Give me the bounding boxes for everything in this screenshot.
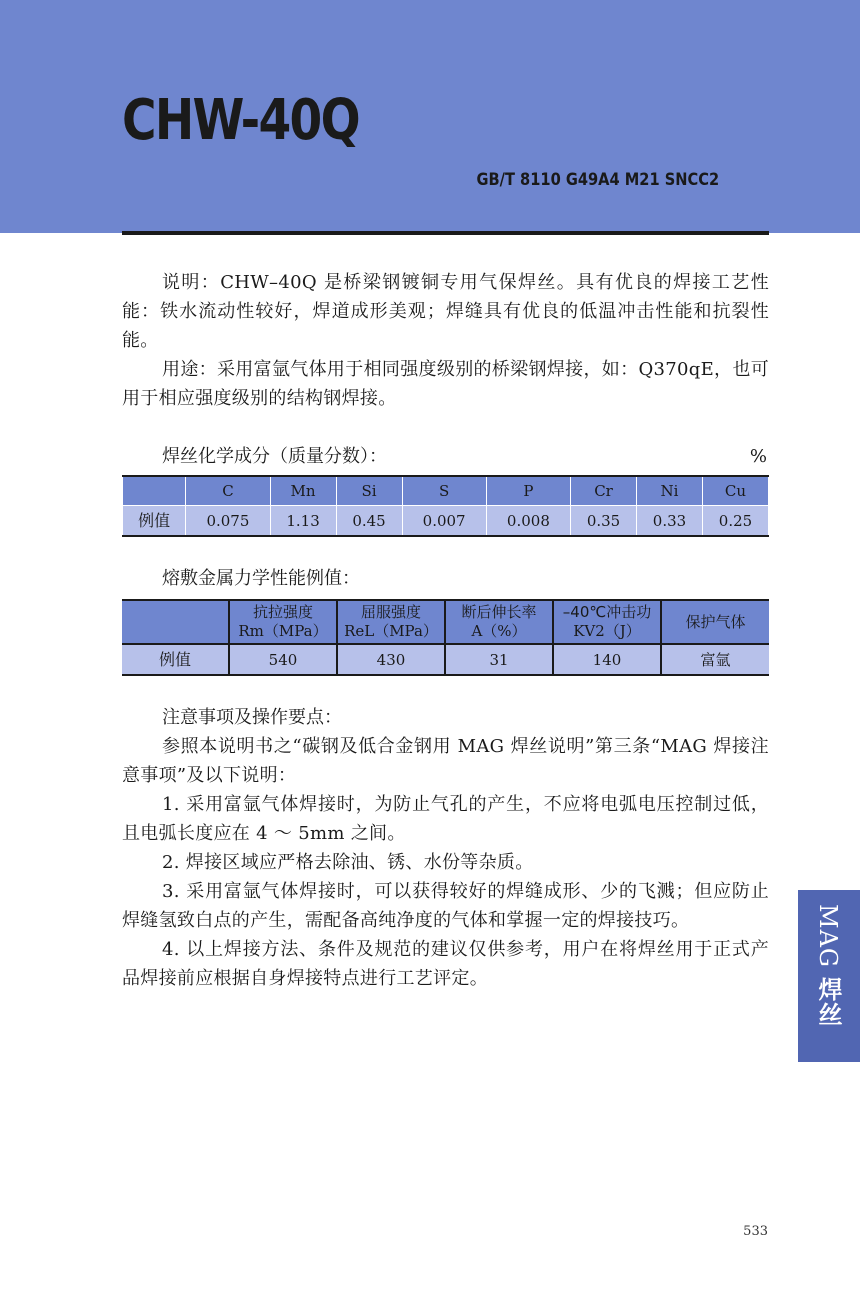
chemical-value-cell: 1.13	[270, 506, 336, 537]
mechanical-header-cell	[445, 600, 553, 644]
chemical-value-cell: 0.25	[702, 506, 768, 537]
chemical-header-cell: Cu	[702, 476, 768, 506]
side-tab-label	[811, 904, 845, 1027]
mechanical-header-cell	[229, 600, 337, 644]
notes-item: 2. 焊接区域应严格去除油、锈、水份等杂质。	[162, 852, 534, 873]
chemical-table	[122, 475, 769, 537]
chemical-value-cell: 0.075	[186, 506, 270, 537]
mechanical-header-cell	[122, 600, 229, 644]
chemical-header-cell: P	[486, 476, 570, 506]
description-label: 说明：	[162, 272, 221, 293]
yield-header-line2: ReL（MPa）	[344, 622, 438, 640]
top-divider	[122, 231, 769, 235]
mechanical-table	[122, 599, 769, 676]
chemical-value-cell: 0.007	[402, 506, 486, 537]
notes-item: 3. 采用富氩气体焊接时，可以获得较好的焊缝成形、少的飞溅；但应防止焊缝氢致白点的产生，需配备高纯净度的气体和掌握一定的焊接技巧。	[122, 881, 769, 931]
chemical-title	[122, 443, 769, 471]
main-content	[122, 268, 769, 993]
chemical-value-cell: 0.35	[571, 506, 637, 537]
chemical-header-cell: Si	[336, 476, 402, 506]
impact-header-line1: –40℃冲击功	[562, 603, 652, 621]
mechanical-value-cell: 540	[229, 644, 337, 675]
chemical-header-cell: Ni	[637, 476, 703, 506]
chemical-header-cell: C	[186, 476, 270, 506]
notes-item: 1. 采用富氩气体焊接时，为防止气孔的产生，不应将电弧电压控制过低，且电弧长度应在 4 ～ 5mm 之间。	[122, 794, 769, 844]
mechanical-header-cell	[661, 600, 769, 644]
description-text: CHW–40Q 是桥梁钢镀铜专用气保焊丝。具有优良的焊接工艺性能：铁水流动性较好，焊道成形美观；焊缝具有优良的低温冲击性能和抗裂性能。	[122, 272, 769, 351]
usage-text: 采用富氩气体用于相同强度级别的桥梁钢焊接，如：Q370qE，也可用于相应强度级别的结构钢焊接。	[122, 359, 770, 409]
mechanical-header-cell	[553, 600, 661, 644]
side-tab-chinese: 焊丝	[814, 976, 842, 1027]
impact-header-line2: KV2（J）	[573, 622, 641, 640]
notes-title: 注意事项及操作要点：	[162, 707, 342, 728]
standard-code: GB/T 8110 G49A4 M21 SNCC2	[476, 170, 719, 190]
notes-item: 4. 以上焊接方法、条件及规范的建议仅供参考，用户在将焊丝用于正式产品焊接前应根据自身焊接特点进行工艺评定。	[122, 939, 769, 989]
chemical-value-cell: 0.33	[637, 506, 703, 537]
chemical-header-row	[123, 476, 769, 506]
section-side-tab	[798, 890, 860, 1062]
page-number: 533	[743, 1224, 768, 1239]
chemical-header-cell: Cr	[571, 476, 637, 506]
mechanical-header-cell	[337, 600, 445, 644]
chemical-value-cell: 0.45	[336, 506, 402, 537]
chemical-unit: %	[749, 446, 767, 467]
mechanical-value-cell: 140	[553, 644, 661, 675]
tensile-header-line1: 抗拉强度	[252, 603, 313, 621]
usage-paragraph	[122, 355, 769, 413]
tensile-header-line2: Rm（MPa）	[238, 622, 328, 640]
chemical-value-cell: 0.008	[486, 506, 570, 537]
elongation-header-line1: 断后伸长率	[461, 603, 537, 621]
chemical-title-text: 焊丝化学成分（质量分数）：	[162, 446, 387, 467]
mechanical-value-cell: 31	[445, 644, 553, 675]
chemical-header-cell	[123, 476, 186, 506]
side-tab-latin: MAG	[814, 904, 842, 969]
chemical-value-row	[123, 506, 769, 537]
yield-header-line1: 屈服强度	[360, 603, 421, 621]
mechanical-value-cell: 430	[337, 644, 445, 675]
chemical-header-cell: S	[402, 476, 486, 506]
chemical-row-label: 例值	[123, 506, 186, 537]
mechanical-header-row	[122, 600, 769, 644]
mechanical-value-row	[122, 644, 769, 675]
chemical-header-cell: Mn	[270, 476, 336, 506]
mechanical-row-label: 例值	[122, 644, 229, 675]
shielding-gas-header: 保护气体	[685, 612, 746, 631]
mechanical-title: 熔敷金属力学性能例值：	[162, 568, 360, 589]
usage-label: 用途：	[162, 359, 217, 380]
product-title: CHW-40Q	[122, 88, 359, 153]
notes-intro: 参照本说明书之“碳钢及低合金钢用 MAG 焊丝说明”第三条“MAG 焊接注意事项”及以下说明：	[122, 736, 769, 786]
elongation-header-line2: A（%）	[471, 622, 527, 640]
description-paragraph	[122, 268, 769, 355]
mechanical-value-cell: 富氩	[661, 644, 769, 675]
